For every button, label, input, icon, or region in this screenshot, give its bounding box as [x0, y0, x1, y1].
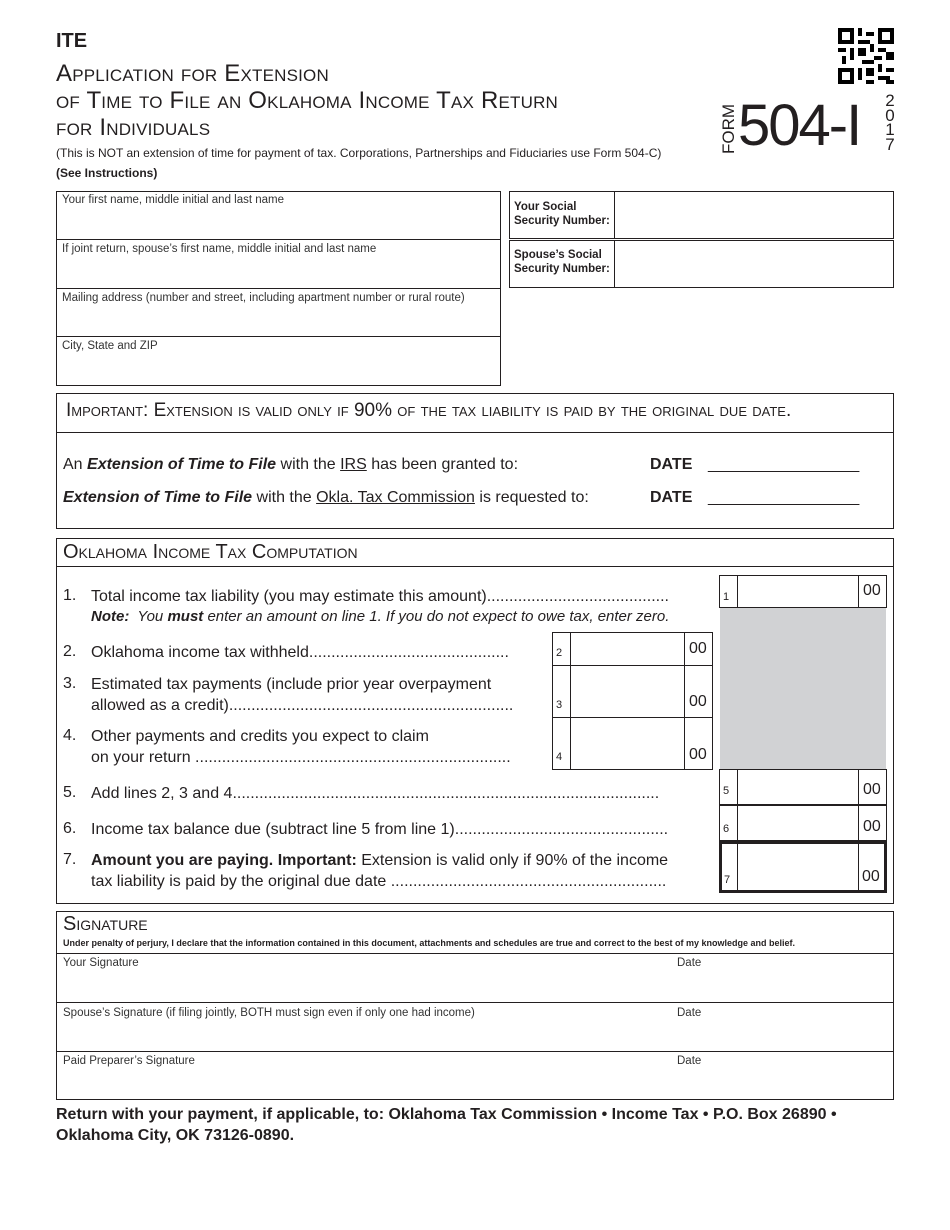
shaded-area: [720, 607, 886, 769]
line1-note: [91, 606, 669, 627]
otc-text: Okla. Tax Commission: [316, 489, 475, 506]
computation-heading: Oklahoma Income Tax Computation: [63, 541, 358, 563]
note-text: You: [137, 608, 168, 625]
divider: [614, 191, 615, 239]
text-emphasis: Extension of Time to File: [87, 456, 277, 473]
divider: [56, 432, 894, 433]
return-address: [56, 1104, 906, 1146]
line7-cents: 00: [862, 868, 880, 885]
line2-cents: 00: [689, 640, 707, 657]
spouse-ssn-label: [514, 248, 610, 276]
divider: [858, 575, 859, 608]
year-digit: 0: [885, 105, 895, 125]
line7-emphasis: Amount you are paying. Important:: [91, 852, 357, 869]
irs-date-field[interactable]: _________________: [708, 456, 860, 473]
title-line-1: Application for Extension: [56, 60, 329, 87]
otc-date-field[interactable]: _________________: [708, 489, 860, 506]
divider: [858, 805, 859, 841]
extension-note: (This is NOT an extension of time for payment of tax. Corporations, Partnerships and Fiduciaries use Form 504-C): [56, 146, 662, 160]
line5-text: Add lines 2, 3 and 4................................................................................................: [91, 785, 660, 802]
line6-text: Income tax balance due (subtract line 5 from line 1)................................................: [91, 821, 669, 838]
divider: [737, 805, 738, 841]
line2-text: Oklahoma income tax withheld.............................................: [91, 644, 509, 661]
text: with the: [252, 489, 317, 506]
note-text: enter an amount on line 1. If you do not expect to owe tax, enter zero.: [203, 608, 670, 625]
return-address-line: Oklahoma City, OK 73126-0890.: [56, 1127, 295, 1144]
spouse-ssn-label-line: Security Number:: [514, 263, 610, 275]
line6-label-num: 6.: [63, 820, 77, 837]
your-signature-date[interactable]: Date: [677, 957, 702, 969]
line4-input[interactable]: [571, 718, 683, 768]
line5-number: 5: [723, 785, 730, 797]
preparer-signature-date[interactable]: Date: [677, 1055, 702, 1067]
title-line-3: for Individuals: [56, 114, 211, 141]
divider: [56, 239, 501, 240]
spouse-ssn-input[interactable]: [620, 243, 888, 285]
line6-cell[interactable]: [719, 805, 887, 841]
line3-label-num: 3.: [63, 675, 77, 692]
perjury-statement: Under penalty of perjury, I declare that the information contained in this document, attachments and schedules are true and correct to the best of my knowledge and belief.: [63, 938, 795, 948]
irs-date-label: DATE: [650, 456, 693, 473]
divider: [737, 769, 738, 805]
divider: [684, 632, 685, 770]
line1-number: 1: [723, 591, 730, 603]
line2-number: 2: [556, 647, 563, 659]
divider: [56, 288, 501, 289]
your-signature-field[interactable]: Your Signature: [63, 957, 139, 969]
line3-text-1: Estimated tax payments (include prior year overpayment: [91, 676, 492, 693]
line3-text-2: allowed as a credit)................................................................: [91, 697, 514, 714]
form-number: 504-I: [738, 93, 861, 158]
ssn-label-line: Your Social: [514, 201, 577, 213]
otc-extension-row: [63, 489, 589, 507]
form-word: FORM: [719, 103, 738, 154]
important-heading: Important: Extension is valid only if 90% of the tax liability is paid by the original due date.: [66, 400, 792, 421]
line3-input[interactable]: [571, 666, 683, 716]
mailing-address-field[interactable]: Mailing address (number and street, including apartment number or rural route): [62, 292, 465, 304]
city-state-zip-field[interactable]: City, State and ZIP: [62, 340, 158, 352]
text: is requested to:: [474, 489, 589, 506]
line3-cents: 00: [689, 693, 707, 710]
line1-label-num: 1.: [63, 587, 77, 604]
divider: [858, 843, 859, 891]
spouse-ssn-label-line: Spouse’s Social: [514, 249, 602, 261]
divider: [737, 575, 738, 608]
signature-heading: Signature: [63, 913, 148, 935]
line1-cell[interactable]: [719, 575, 887, 608]
return-address-line: Return with your payment, if applicable, to: Oklahoma Tax Commission • Income Tax • P.O. Box 26890 •: [56, 1106, 837, 1123]
line6-cents: 00: [863, 818, 881, 835]
irs-extension-row: [63, 456, 518, 474]
line4-number: 4: [556, 751, 563, 763]
line4-label-num: 4.: [63, 727, 77, 744]
note-label: Note:: [91, 608, 130, 625]
ssn-input[interactable]: [620, 194, 888, 236]
line1-cents: 00: [863, 582, 881, 599]
divider: [56, 566, 894, 567]
divider: [56, 336, 501, 337]
ssn-label: [514, 200, 610, 228]
line4-text-2: on your return .......................................................................: [91, 749, 511, 766]
line5-cell[interactable]: [719, 769, 887, 805]
spouse-signature-field[interactable]: Spouse’s Signature (if filing jointly, BOTH must sign even if only one had income): [63, 1007, 475, 1019]
divider: [858, 769, 859, 805]
line2-input[interactable]: [571, 633, 683, 664]
line4-text-1: Other payments and credits you expect to claim: [91, 728, 429, 745]
form-code: ITE: [56, 30, 88, 52]
text: with the: [276, 456, 341, 473]
spouse-name-field[interactable]: If joint return, spouse’s first name, middle initial and last name: [62, 243, 377, 255]
line7-text-1: [91, 850, 668, 871]
line3-number: 3: [556, 699, 563, 711]
text: An: [63, 456, 88, 473]
ssn-label-line: Security Number:: [514, 215, 610, 227]
year-digit: 1: [885, 120, 895, 139]
first-name-field[interactable]: Your first name, middle initial and last name: [62, 194, 285, 206]
line2-label-num: 2.: [63, 643, 77, 660]
form-title: [56, 60, 558, 141]
divider: [56, 1002, 894, 1003]
preparer-signature-field[interactable]: Paid Preparer’s Signature: [63, 1055, 195, 1067]
text: has been granted to:: [366, 456, 519, 473]
year-digit: 2: [885, 91, 895, 110]
text-emphasis: Extension of Time to File: [63, 489, 253, 506]
form-year: [882, 91, 898, 154]
line7-text-2: tax liability is paid by the original due date ..............................................................: [91, 873, 667, 890]
year-digit: 7: [885, 134, 895, 154]
divider: [56, 953, 894, 954]
line1-text: Total income tax liability (you may estimate this amount).........................................: [91, 588, 669, 605]
divider: [614, 240, 615, 288]
divider: [737, 843, 738, 891]
note-emphasis: must: [167, 608, 204, 625]
title-line-2: of Time to File an Oklahoma Income Tax Return: [56, 87, 559, 114]
qr-code-icon: [838, 28, 894, 84]
line4-cents: 00: [689, 746, 707, 763]
spouse-signature-date[interactable]: Date: [677, 1007, 702, 1019]
see-instructions: (See Instructions): [56, 166, 158, 180]
line6-number: 6: [723, 823, 730, 835]
divider: [56, 1051, 894, 1052]
line7-text: Extension is valid only if 90% of the income: [356, 852, 669, 869]
line7-label-num: 7.: [63, 851, 77, 868]
irs-text: IRS: [340, 456, 367, 473]
line7-number: 7: [724, 874, 731, 886]
otc-date-label: DATE: [650, 489, 693, 506]
line5-label-num: 5.: [63, 784, 77, 801]
line5-cents: 00: [863, 781, 881, 798]
